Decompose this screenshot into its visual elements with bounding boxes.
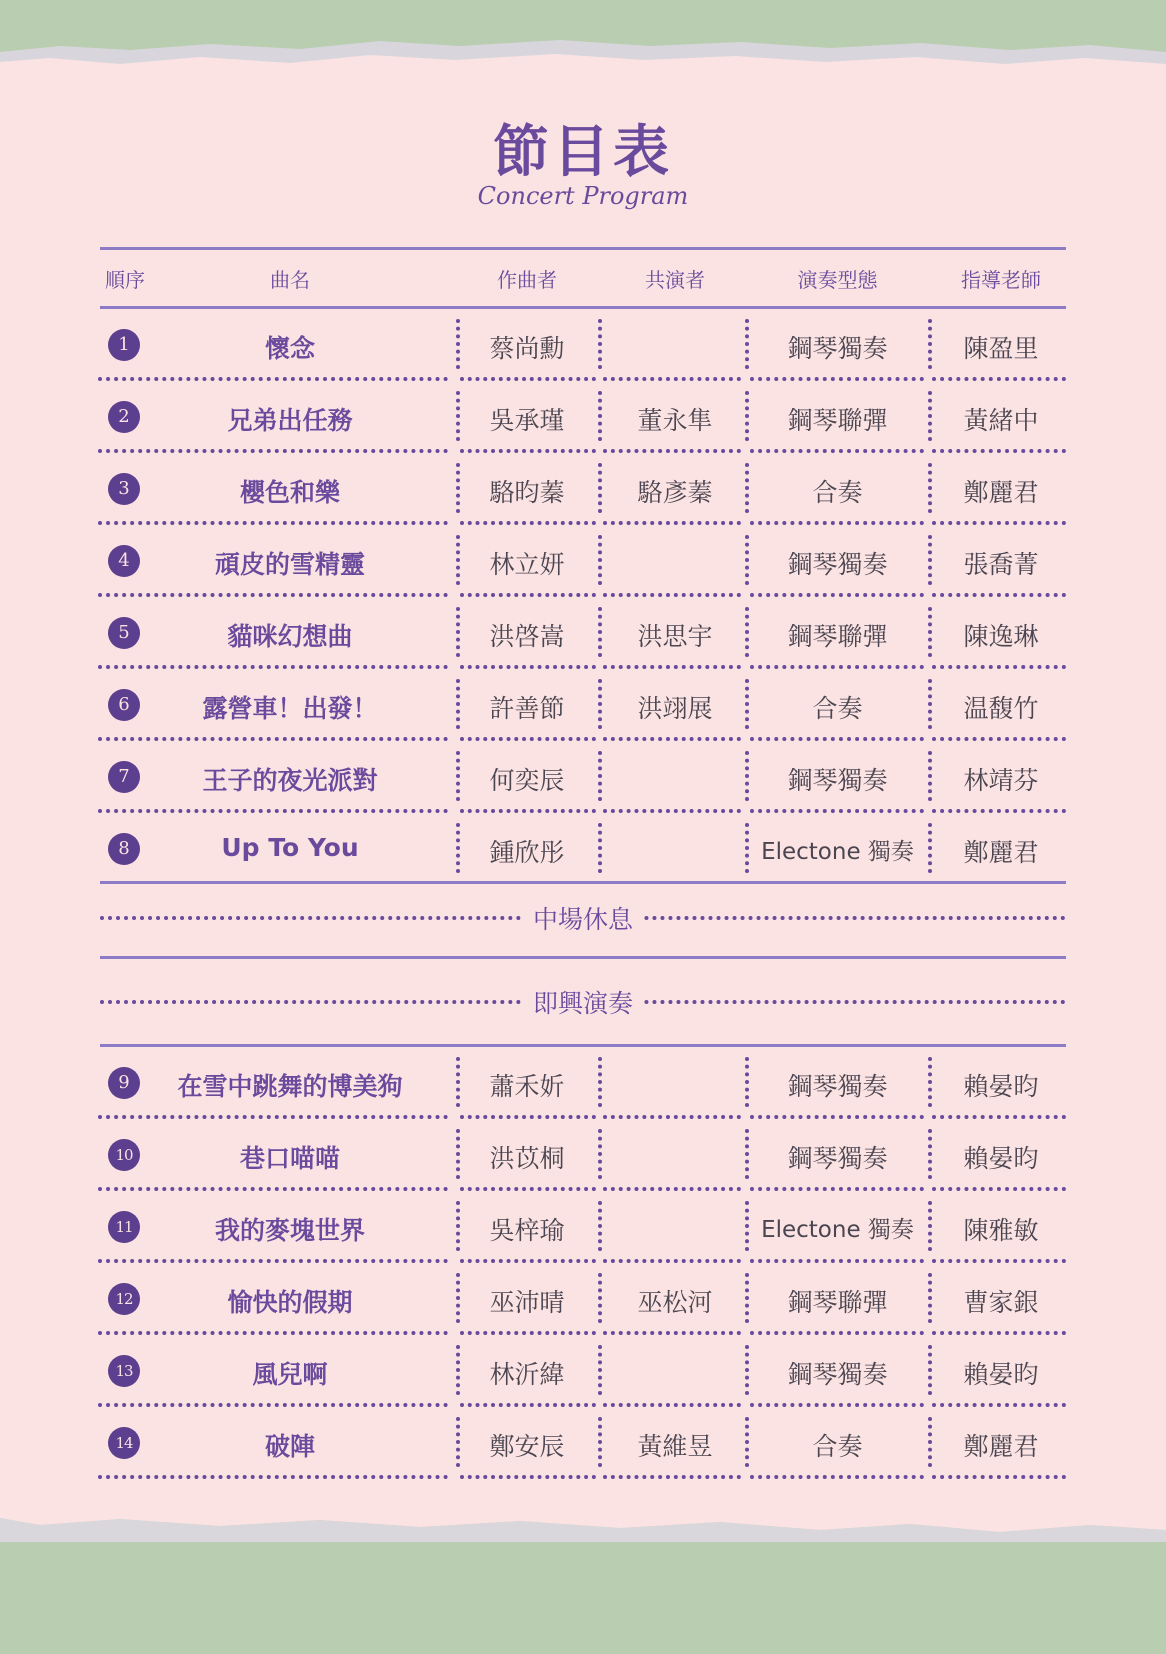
row-divider — [603, 521, 741, 525]
column-separator — [928, 751, 932, 801]
column-separator — [928, 1201, 932, 1251]
intermission-label: 中場休息 — [0, 900, 1166, 936]
piece-title: 在雪中跳舞的博美狗 — [177, 1072, 403, 1101]
teacher-name: 陳盈里 — [963, 334, 1039, 363]
header-composer: 作曲者 — [497, 268, 557, 292]
row-divider — [460, 1115, 596, 1119]
coperformer-name: 黃維昱 — [637, 1432, 713, 1461]
row-divider — [460, 1259, 596, 1263]
row-divider — [460, 1403, 596, 1407]
row-number-badge: 6 — [108, 689, 140, 721]
column-separator — [745, 679, 749, 729]
composer-name: 吳承瑾 — [489, 406, 565, 435]
composer-name: 蕭禾妡 — [489, 1072, 565, 1101]
piece-title: 愉快的假期 — [227, 1288, 353, 1317]
teacher-name: 鄭麗君 — [963, 1432, 1039, 1461]
piece-title: 露營車！出發！ — [202, 694, 378, 723]
row-divider — [932, 1475, 1066, 1479]
teacher-name: 鄭麗君 — [963, 478, 1039, 507]
composer-name: 巫沛晴 — [489, 1288, 565, 1317]
row-number-badge: 5 — [108, 617, 140, 649]
column-separator — [598, 463, 602, 513]
row-divider — [932, 665, 1066, 669]
performance-form: 鋼琴聯彈 — [787, 622, 888, 651]
header-teacher: 指導老師 — [961, 268, 1041, 292]
performance-form: 鋼琴獨奏 — [787, 1144, 888, 1173]
composer-name: 駱昀蓁 — [489, 478, 565, 507]
row-divider — [98, 1331, 448, 1335]
column-separator — [598, 751, 602, 801]
column-separator — [928, 1417, 932, 1467]
coperformer-name: 駱彥蓁 — [637, 478, 713, 507]
column-separator — [456, 1129, 460, 1179]
composer-name: 吳梓瑜 — [489, 1216, 565, 1245]
teacher-name: 張喬菁 — [963, 550, 1039, 579]
row-divider — [750, 1331, 924, 1335]
piece-title: 貓咪幻想曲 — [227, 622, 353, 651]
row-divider — [98, 1403, 448, 1407]
row-number-badge: 9 — [108, 1067, 140, 1099]
column-separator — [928, 1345, 932, 1395]
row-divider — [603, 1187, 741, 1191]
column-separator — [745, 1129, 749, 1179]
column-separator — [456, 1345, 460, 1395]
column-separator — [456, 391, 460, 441]
piece-title: 王子的夜光派對 — [202, 766, 378, 795]
piece-title: 頑皮的雪精靈 — [214, 550, 365, 579]
column-separator — [928, 535, 932, 585]
row-divider — [932, 521, 1066, 525]
column-separator — [928, 1129, 932, 1179]
composer-name: 林沂緯 — [489, 1360, 565, 1389]
row-divider — [98, 1259, 448, 1263]
row-divider — [603, 1475, 741, 1479]
row-divider — [750, 1259, 924, 1263]
piece-title: 兄弟出任務 — [227, 406, 353, 435]
column-separator — [745, 1057, 749, 1107]
piece-title: 巷口喵喵 — [239, 1144, 340, 1173]
column-separator — [928, 1273, 932, 1323]
piece-title: 懷念 — [264, 334, 315, 363]
performance-form: 鋼琴獨奏 — [787, 334, 888, 363]
row-divider — [932, 809, 1066, 813]
page-title: 節目表 — [493, 119, 673, 185]
column-separator — [928, 823, 932, 873]
column-separator — [745, 607, 749, 657]
row-number-badge: 14 — [108, 1427, 140, 1459]
piece-title: 我的麥塊世界 — [214, 1216, 365, 1245]
row-divider — [98, 449, 448, 453]
column-separator — [598, 1057, 602, 1107]
intermission-top-rule — [100, 881, 1066, 884]
row-divider — [932, 593, 1066, 597]
column-separator — [745, 1345, 749, 1395]
column-separator — [745, 319, 749, 369]
piece-title: 櫻色和樂 — [239, 478, 340, 507]
column-separator — [456, 823, 460, 873]
column-separator — [745, 823, 749, 873]
column-separator — [745, 751, 749, 801]
composer-name: 許善節 — [489, 694, 565, 723]
row-divider — [603, 809, 741, 813]
column-separator — [456, 1201, 460, 1251]
row-number-badge: 13 — [108, 1355, 140, 1387]
row-number-badge: 4 — [108, 545, 140, 577]
row-divider — [750, 1403, 924, 1407]
teacher-name: 陳逸琳 — [963, 622, 1039, 651]
row-number-badge: 1 — [108, 329, 140, 361]
header-coperformer: 共演者 — [645, 268, 705, 292]
column-separator — [598, 1345, 602, 1395]
row-divider — [98, 1187, 448, 1191]
column-separator — [456, 607, 460, 657]
row-divider — [750, 377, 924, 381]
column-separator — [598, 1129, 602, 1179]
coperformer-name: 洪翊展 — [637, 694, 713, 723]
coperformer-name: 洪思宇 — [637, 622, 713, 651]
table-part-2-top-rule — [100, 1044, 1066, 1047]
row-divider — [460, 377, 596, 381]
teacher-name: 鄭麗君 — [963, 838, 1039, 867]
row-divider — [98, 377, 448, 381]
column-separator — [598, 823, 602, 873]
coperformer-name: 巫松河 — [637, 1288, 713, 1317]
performance-form: 合奏 — [812, 694, 863, 723]
row-divider — [98, 593, 448, 597]
teacher-name: 黃緒中 — [963, 406, 1039, 435]
row-divider — [460, 665, 596, 669]
row-number-badge: 8 — [108, 833, 140, 865]
header-piece: 曲名 — [270, 268, 310, 292]
row-divider — [932, 449, 1066, 453]
teacher-name: 曹家銀 — [963, 1288, 1039, 1317]
column-separator — [598, 607, 602, 657]
teacher-name: 林靖芬 — [963, 766, 1039, 795]
column-separator — [745, 1201, 749, 1251]
row-divider — [750, 737, 924, 741]
column-separator — [456, 1417, 460, 1467]
row-divider — [932, 377, 1066, 381]
column-separator — [598, 391, 602, 441]
improvisation-label: 即興演奏 — [0, 984, 1166, 1020]
row-divider — [460, 737, 596, 741]
row-divider — [603, 1331, 741, 1335]
composer-name: 鄭安辰 — [489, 1432, 565, 1461]
column-separator — [745, 1273, 749, 1323]
performance-form: 鋼琴獨奏 — [787, 1360, 888, 1389]
performance-form: 鋼琴聯彈 — [787, 1288, 888, 1317]
column-separator — [928, 1057, 932, 1107]
piece-title: 風兒啊 — [252, 1360, 328, 1389]
row-divider — [98, 737, 448, 741]
column-separator — [745, 535, 749, 585]
row-number-badge: 10 — [108, 1139, 140, 1171]
composer-name: 林立妍 — [489, 550, 565, 579]
row-divider — [750, 449, 924, 453]
performance-form: 鋼琴獨奏 — [787, 1072, 888, 1101]
row-divider — [750, 593, 924, 597]
column-separator — [928, 391, 932, 441]
composer-name: 何奕辰 — [489, 766, 565, 795]
column-separator — [598, 535, 602, 585]
row-divider — [460, 593, 596, 597]
page-subtitle: Concert Program — [477, 182, 689, 210]
row-divider — [460, 1187, 596, 1191]
column-separator — [928, 319, 932, 369]
row-divider — [98, 1115, 448, 1119]
header-bottom-rule — [100, 306, 1066, 309]
row-divider — [603, 1403, 741, 1407]
row-divider — [932, 1331, 1066, 1335]
row-divider — [460, 521, 596, 525]
column-separator — [456, 319, 460, 369]
performance-form: 鋼琴獨奏 — [787, 766, 888, 795]
teacher-name: 温馥竹 — [963, 694, 1039, 723]
row-divider — [750, 665, 924, 669]
row-number-badge: 3 — [108, 473, 140, 505]
row-divider — [460, 1331, 596, 1335]
row-number-badge: 2 — [108, 401, 140, 433]
row-number-badge: 11 — [108, 1211, 140, 1243]
column-separator — [598, 1417, 602, 1467]
row-divider — [603, 665, 741, 669]
teacher-name: 陳雅敏 — [963, 1216, 1039, 1245]
row-divider — [98, 809, 448, 813]
column-separator — [456, 535, 460, 585]
row-divider — [603, 449, 741, 453]
row-divider — [750, 809, 924, 813]
performance-form: Electone 獨奏 — [761, 1217, 914, 1243]
column-separator — [598, 319, 602, 369]
row-divider — [603, 377, 741, 381]
column-separator — [456, 463, 460, 513]
header-top-rule — [100, 247, 1066, 250]
row-divider — [932, 1187, 1066, 1191]
composer-name: 蔡尚勳 — [489, 334, 565, 363]
coperformer-name: 董永隼 — [637, 406, 713, 435]
row-divider — [603, 737, 741, 741]
row-divider — [603, 1259, 741, 1263]
column-separator — [745, 391, 749, 441]
teacher-name: 賴晏昀 — [963, 1144, 1039, 1173]
improvisation-top-rule — [100, 956, 1066, 959]
row-divider — [750, 521, 924, 525]
row-divider — [460, 1475, 596, 1479]
row-divider — [98, 521, 448, 525]
column-separator — [928, 679, 932, 729]
row-divider — [750, 1187, 924, 1191]
row-divider — [98, 665, 448, 669]
row-divider — [98, 1475, 448, 1479]
row-number-badge: 7 — [108, 761, 140, 793]
performance-form: 鋼琴聯彈 — [787, 406, 888, 435]
performance-form: 合奏 — [812, 1432, 863, 1461]
row-divider — [603, 1115, 741, 1119]
row-divider — [460, 809, 596, 813]
column-separator — [928, 463, 932, 513]
row-number-badge: 12 — [108, 1283, 140, 1315]
piece-title: 破陣 — [264, 1432, 315, 1461]
column-separator — [456, 1273, 460, 1323]
column-separator — [745, 1417, 749, 1467]
teacher-name: 賴晏昀 — [963, 1360, 1039, 1389]
column-separator — [456, 679, 460, 729]
row-divider — [932, 1403, 1066, 1407]
header-order: 順序 — [105, 268, 145, 292]
composer-name: 鍾欣彤 — [489, 838, 565, 867]
row-divider — [460, 449, 596, 453]
row-divider — [750, 1475, 924, 1479]
row-divider — [932, 1259, 1066, 1263]
row-divider — [603, 593, 741, 597]
performance-form: 合奏 — [812, 478, 863, 507]
column-separator — [598, 1201, 602, 1251]
row-divider — [750, 1115, 924, 1119]
row-divider — [932, 737, 1066, 741]
column-separator — [598, 1273, 602, 1323]
column-separator — [456, 751, 460, 801]
column-separator — [456, 1057, 460, 1107]
performance-form: 鋼琴獨奏 — [787, 550, 888, 579]
column-separator — [928, 607, 932, 657]
composer-name: 洪啓嵩 — [489, 622, 565, 651]
row-divider — [932, 1115, 1066, 1119]
header-form: 演奏型態 — [797, 268, 878, 292]
column-separator — [745, 463, 749, 513]
teacher-name: 賴晏昀 — [963, 1072, 1039, 1101]
piece-title: Up To You — [221, 833, 359, 862]
composer-name: 洪苡桐 — [489, 1144, 565, 1173]
column-separator — [598, 679, 602, 729]
performance-form: Electone 獨奏 — [761, 839, 914, 865]
